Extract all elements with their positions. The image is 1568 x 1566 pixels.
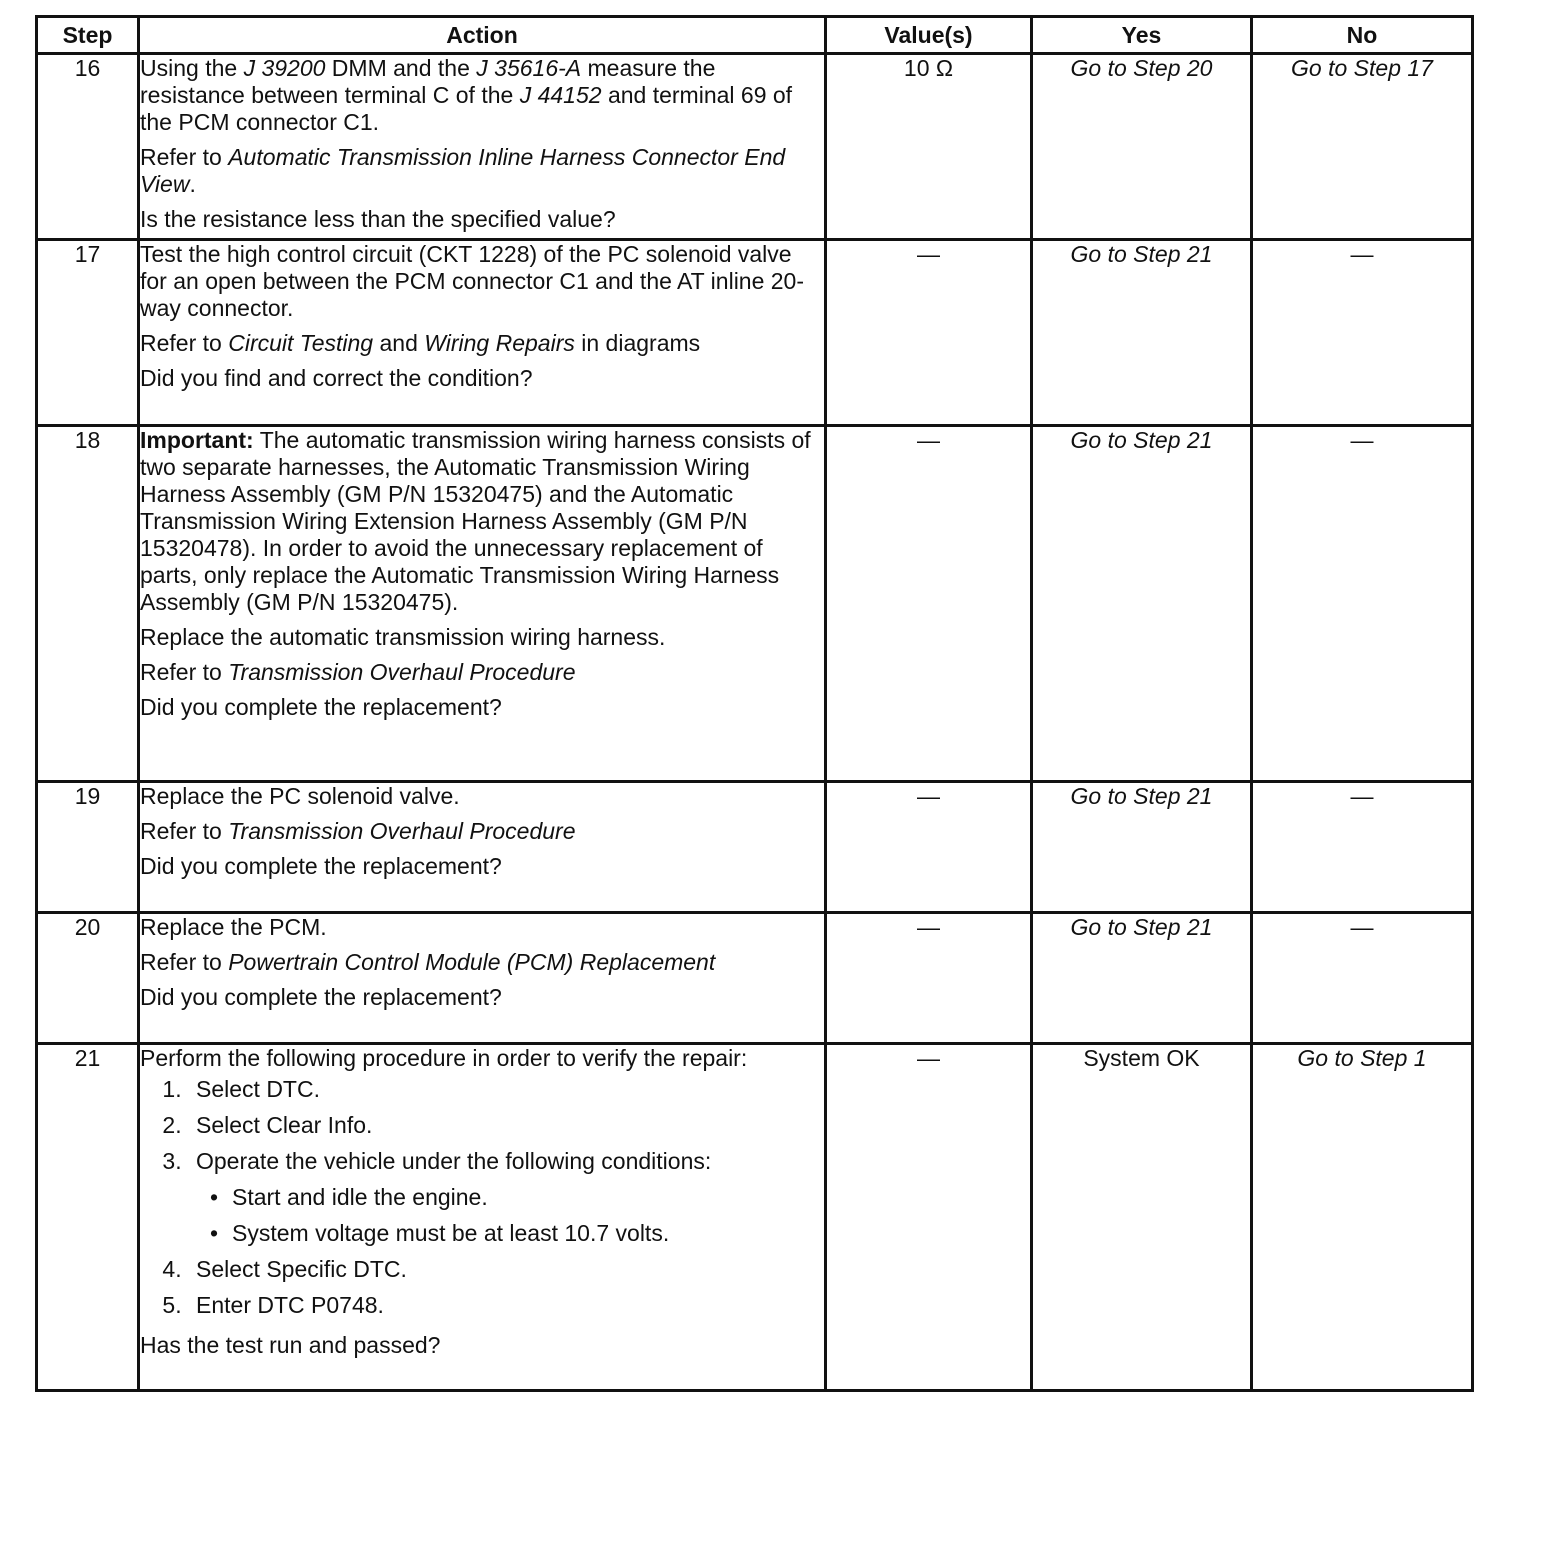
table-row-step-20 — [37, 913, 1473, 1044]
step-number: 21 — [37, 1044, 139, 1391]
refer-text: Refer to Automatic Transmission Inline Harness Connector End View. — [140, 144, 786, 197]
procedure-list — [140, 1076, 824, 1328]
header-values: Value(s) — [826, 17, 1032, 54]
refer-text: Refer to Transmission Overhaul Procedure — [140, 659, 576, 685]
question-text: Did you complete the replacement? — [140, 984, 502, 1010]
action-cell — [139, 240, 826, 426]
refer-link: Automatic Transmission Inline Harness Connector End View — [140, 144, 786, 197]
action-text: Replace the PC solenoid valve. — [140, 783, 460, 809]
procedure-step-2: 2. Select Clear Info. — [188, 1112, 824, 1139]
header-step: Step — [37, 17, 139, 54]
yes-cell: System OK — [1032, 1044, 1252, 1391]
procedure-step-3: 3. Operate the vehicle under the following conditions: • Start and idle the engine. • System voltage must be at least 10.7 volts. — [188, 1148, 824, 1247]
refer-text: Refer to Transmission Overhaul Procedure — [140, 818, 576, 844]
value-cell: — — [826, 426, 1032, 782]
yes-cell: Go to Step 20 — [1032, 54, 1252, 240]
refer-text: Refer to Powertrain Control Module (PCM) Replacement — [140, 949, 716, 975]
table-row-step-16 — [37, 54, 1473, 240]
procedure-step-4: 4. Select Specific DTC. — [188, 1256, 824, 1283]
action-cell — [139, 54, 826, 240]
condition-item: • Start and idle the engine. — [232, 1184, 824, 1211]
question-text: Is the resistance less than the specified value? — [140, 206, 616, 232]
important-note: Important: The automatic transmission wiring harness consists of two separate harnesses, the Automatic Transmission Wiring Harness Assembly (GM P/N 15320475) and the Automatic Transmission Wiring Extension Harness Assembly (GM P/N 15320478). In order to avoid the unnecessary replacement of parts, only replace the Automatic Transmission Wiring Harness Assembly (GM P/N 15320475). — [140, 427, 811, 615]
action-cell — [139, 782, 826, 913]
step-number: 20 — [37, 913, 139, 1044]
table-row-step-18 — [37, 426, 1473, 782]
procedure-step-5: 5. Enter DTC P0748. — [188, 1292, 824, 1319]
yes-cell: Go to Step 21 — [1032, 240, 1252, 426]
action-text: Replace the automatic transmission wiring harness. — [140, 624, 666, 650]
action-text: Replace the PCM. — [140, 914, 327, 940]
question-text: Did you complete the replacement? — [140, 853, 502, 879]
step-number: 17 — [37, 240, 139, 426]
table-row-step-19 — [37, 782, 1473, 913]
action-cell — [139, 426, 826, 782]
step-number: 16 — [37, 54, 139, 240]
question-text: Has the test run and passed? — [140, 1332, 441, 1358]
table-row-step-17 — [37, 240, 1473, 426]
procedure-step-1: 1. Select DTC. — [188, 1076, 824, 1103]
action-cell — [139, 1044, 826, 1391]
condition-list — [196, 1184, 824, 1247]
action-text: Test the high control circuit (CKT 1228) of the PC solenoid valve for an open between the PCM connector C1 and the AT inline 20-way connector. — [140, 241, 805, 321]
no-cell: Go to Step 1 — [1252, 1044, 1473, 1391]
action-cell — [139, 913, 826, 1044]
step-number: 19 — [37, 782, 139, 913]
question-text: Did you find and correct the condition? — [140, 365, 533, 391]
no-cell: — — [1252, 913, 1473, 1044]
header-action: Action — [139, 17, 826, 54]
no-cell: Go to Step 17 — [1252, 54, 1473, 240]
value-cell: — — [826, 240, 1032, 426]
step-number: 18 — [37, 426, 139, 782]
table-row-step-21 — [37, 1044, 1473, 1391]
no-cell: — — [1252, 782, 1473, 913]
header-row — [37, 17, 1473, 54]
value-cell: — — [826, 1044, 1032, 1391]
action-text: Perform the following procedure in order to verify the repair: — [140, 1045, 748, 1071]
condition-item: • System voltage must be at least 10.7 volts. — [232, 1220, 824, 1247]
question-text: Did you complete the replacement? — [140, 694, 502, 720]
no-cell: — — [1252, 426, 1473, 782]
value-cell: — — [826, 782, 1032, 913]
value-cell: — — [826, 913, 1032, 1044]
header-no: No — [1252, 17, 1473, 54]
action-text: Using the J 39200 DMM and the J 35616-A measure the resistance between terminal C of the J 44152 and terminal 69 of the PCM connector C1. — [140, 55, 793, 135]
header-yes: Yes — [1032, 17, 1252, 54]
yes-cell: Go to Step 21 — [1032, 913, 1252, 1044]
no-cell: — — [1252, 240, 1473, 426]
yes-cell: Go to Step 21 — [1032, 426, 1252, 782]
refer-text: Refer to Circuit Testing and Wiring Repairs in diagrams — [140, 330, 701, 356]
value-cell: 10 Ω — [826, 54, 1032, 240]
diagnostic-table — [35, 15, 1474, 1392]
yes-cell: Go to Step 21 — [1032, 782, 1252, 913]
important-label: Important: — [140, 427, 254, 453]
